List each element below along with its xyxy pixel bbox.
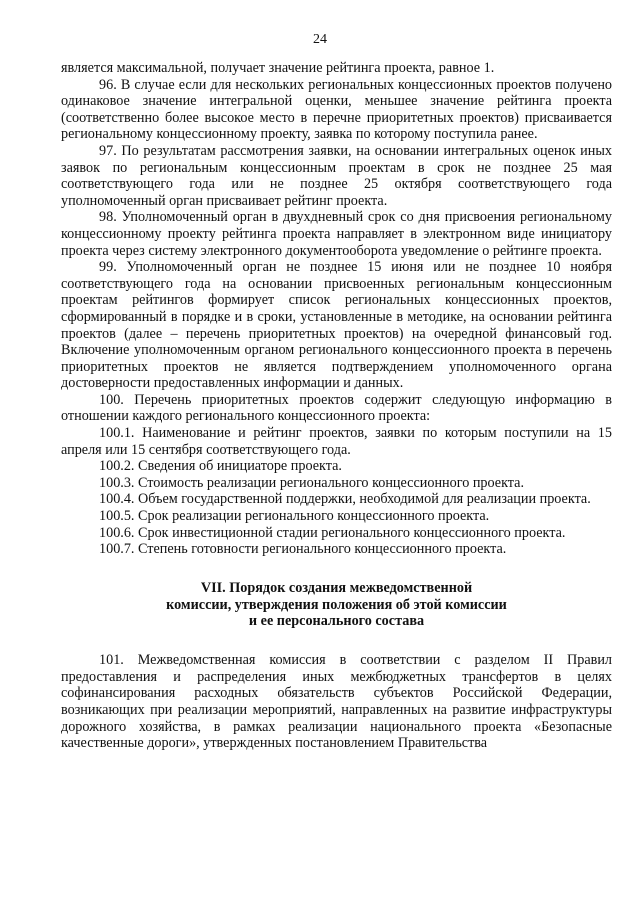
paragraph-100-6: 100.6. Срок инвестиционной стадии регионального концессионного проекта. [99, 524, 566, 541]
paragraph-100: 100. Перечень приоритетных проектов содержит следующую информацию в отношении каждого регионального концессионного проекта: [61, 391, 612, 425]
paragraph-continuation: является максимальной, получает значение рейтинга проекта, равное 1. [61, 60, 495, 76]
paragraph-100-3: 100.3. Стоимость реализации регионального концессионного проекта. [99, 474, 525, 491]
paragraph-100-1: 100.1. Наименование и рейтинг проектов, заявки по которым поступили на 15 апреля или 15 сентября соответствующего года. [61, 425, 612, 458]
paragraph-99: 99. Уполномоченный орган не позднее 15 июня или не позднее 10 ноября соответствующего года на основании присвоенных региональным концессионным проектам рейтингов формирует список региональных концессионных проектов, сформированный в порядке и в сроки, установленные в методике, на основании рейтинга проектов (далее – перечень приоритетных проектов) на очередной финансовый год. Включение уполномоченным органом регионального концессионного проекта в перечень приоритетных проектов не является подтверждением уполномоченного органа достоверности предоставленных информации и данных. [61, 259, 612, 392]
paragraph-97: 97. По результатам рассмотрения заявки, на основании интегральных оценок иных заявок по региональным концессионным проектам в срок не позднее 25 мая соответствующего года или не позднее 25 октября соответствующего года уполномоченный орган присваивает рейтинг проекта. [61, 142, 612, 209]
section-heading-line: комиссии, утверждения положения об этой комиссии [166, 596, 507, 613]
paragraph-101: 101. Межведомственная комиссия в соответствии с разделом II Правил предоставления и распределения иных межбюджетных трансфертов в целях софинансирования расходных обязательств субъектов Российской Федерации, возникающих при реализации мероприятий, направленных на развитие инфраструктуры дорожного хозяйства, в рамках реализации национального проекта «Безопасные качественные дороги», утвержденных постановлением Правительства [61, 652, 612, 752]
section-heading-line: VII. Порядок создания межведомственной [200, 579, 473, 596]
paragraph-98: 98. Уполномоченный орган в двухдневный срок со дня присвоения региональному концессионному проекту рейтинга проекта направляет в электронном виде инициатору проекта через систему электронного документооборота уведомление о рейтинге проекта. [61, 209, 612, 259]
section-heading [61, 580, 612, 630]
paragraph-100-2: 100.2. Сведения об инициаторе проекта. [99, 458, 342, 475]
paragraph-100-7: 100.7. Степень готовности регионального концессионного проекта. [99, 541, 507, 558]
section-heading-line: и ее персонального состава [248, 613, 425, 630]
document-body [61, 60, 612, 752]
paragraph-96: 96. В случае если для нескольких региональных концессионных проектов получено одинаковое значение интегральной оценки, меньшее значение рейтинга проекта (соответственно более высокое место в перечне приоритетных проектов) присваивается региональному концессионному проекту, заявка по которому поступила ранее. [61, 76, 612, 143]
paragraph-100-5: 100.5. Срок реализации регионального концессионного проекта. [99, 508, 490, 525]
paragraph-100-4: 100.4. Объем государственной поддержки, необходимой для реализации проекта. [99, 491, 591, 508]
page-number: 24 [313, 32, 327, 47]
